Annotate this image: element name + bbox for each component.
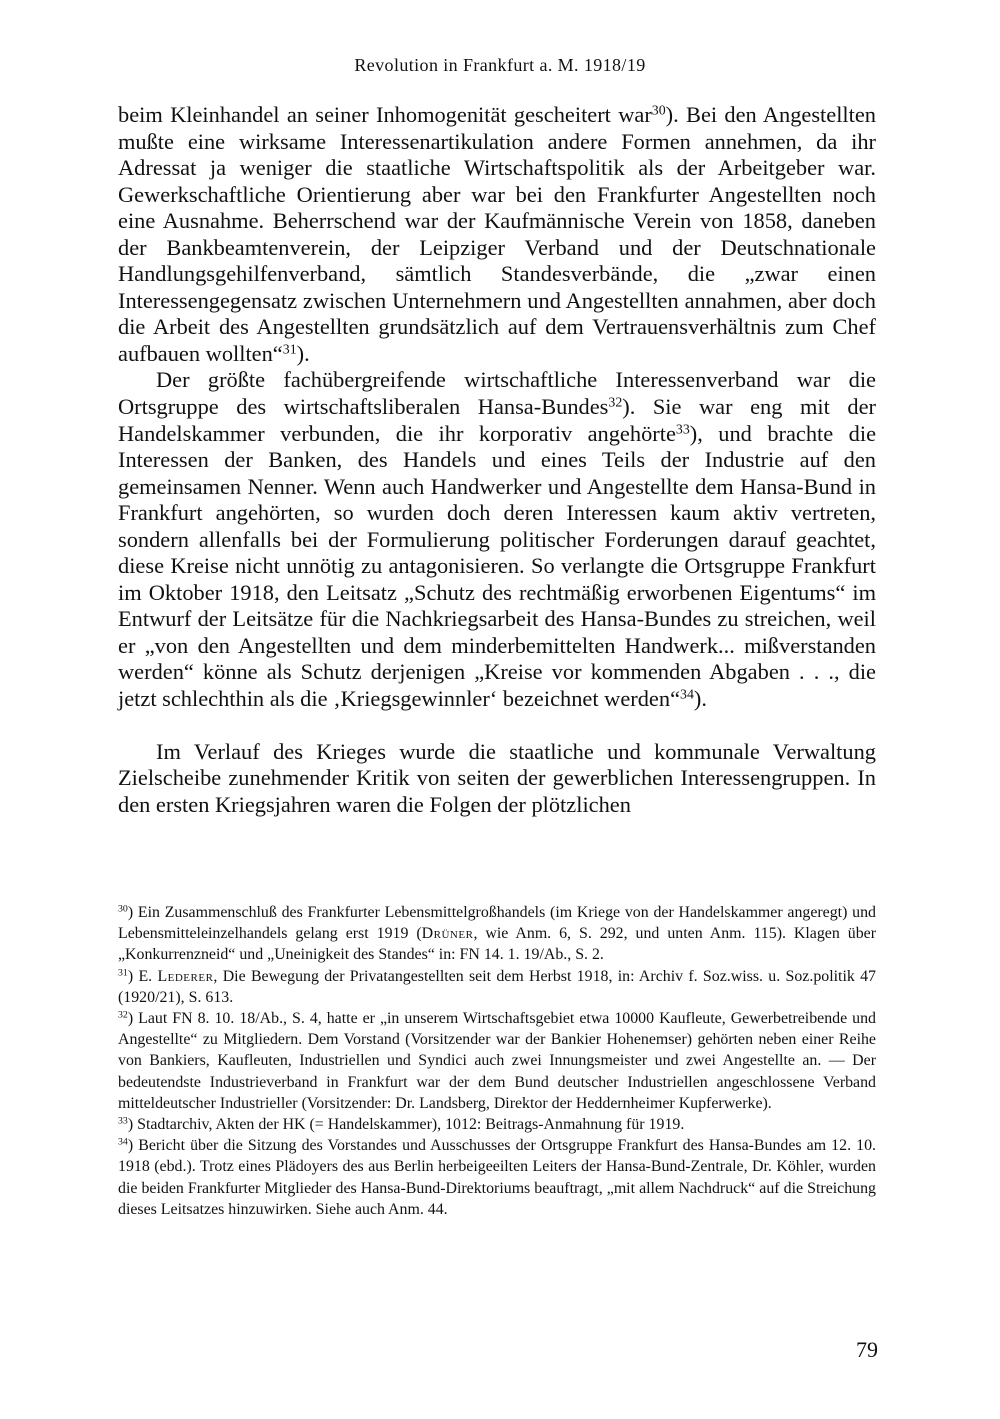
author-name: Drüner bbox=[421, 925, 474, 943]
running-head: Revolution in Frankfurt a. M. 1918/19 bbox=[354, 55, 646, 75]
footnote bbox=[118, 1008, 876, 1114]
footnote bbox=[118, 1114, 876, 1135]
paragraph-text: ), und brachte die Interessen der Banken, des Handels und eines Teils der Industrie auf den gemeinsamen Nenner. Wenn auch Handwerker und Angestellte dem Hansa-Bund in Frankfurt angehörten, so wurden doch deren Interessen kaum aktiv vertreten, sondern allenfalls bei der Formulierung politischer Forderungen darauf geachtet, diese Kreise nicht unnötig zu antagonisieren. So verlangte die Ortsgruppe Frankfurt im Oktober 1918, den Leitsatz „Schutz des rechtmäßig erworbenen Eigentums“ im Entwurf der Leitsätze für die Nachkriegsarbeit des Hansa-Bundes zu streichen, weil er „von den Angestellten und dem minderbemittelten Handwerk... mißverstanden werden“ könne als Schutz derjenigen „Kreise vor kommenden Abgaben . . ., die jetzt schlechthin als die ‚Kriegsgewinnler‘ bezeichnet werden“ bbox=[118, 420, 877, 712]
footnote-number: 34 bbox=[118, 1136, 128, 1148]
footnote bbox=[118, 902, 876, 966]
paragraph-text: beim Kleinhandel an seiner Inhomogenität gescheitert war bbox=[118, 102, 652, 127]
footnotes bbox=[118, 902, 876, 1220]
paragraph-text: Im Verlauf des Krieges wurde die staatliche und kommunale Verwaltung Zielscheibe zunehmender Kritik von seiten der gewerblichen Interessengruppen. In den ersten Kriegsjahren waren die Folgen der plötzlichen bbox=[118, 738, 876, 817]
paragraph bbox=[118, 739, 876, 819]
footnote-ref: 30 bbox=[651, 103, 666, 119]
footnote-text: , wie Anm. 6, S. 292, und unten Anm. 115). Klagen über „Konkurrenzneid“ und „Uneinigkeit des Standes“ in: FN 14. 1. 19/Ab., S. 2. bbox=[118, 925, 877, 964]
footnote-ref: 33 bbox=[675, 421, 690, 437]
paragraph-text: ). bbox=[693, 686, 707, 712]
paragraph-text: Der größte fachübergreifende wirtschaftliche Interessenverband war die Ortsgruppe des wirtschaftsliberalen Hansa-Bundes bbox=[118, 367, 876, 420]
page-number: 79 bbox=[856, 1337, 878, 1362]
footnote-rule bbox=[880, 872, 886, 873]
footnote-ref: 32 bbox=[608, 395, 623, 411]
footnote-text: ) Laut FN 8. 10. 18/Ab., S. 4, hatte er „in unserem Wirtschaftsgebiet etwa 10000 Kaufleute, Gewerbetreibende und Angestellte“ zu Mitgliedern. Dem Vorstand (Vorsitzender war der Bankier Hohenemser) gehörten neben einer Reihe von Bankiers, Kaufleuten, Industriellen und Syndici auch zwei Innungsmeister und zwei Angestellte an. — Der bedeutendste Industrieverband in Frankfurt war der dem Bund deutscher Industriellen angeschlossene Verband mitteldeutscher Industrieller (Vorsitzender: Dr. Landsberg, Direktor der Heddernheimer Kupferwerke). bbox=[118, 1010, 876, 1112]
paragraph bbox=[118, 367, 876, 712]
footnote-number: 30 bbox=[118, 903, 128, 915]
main-text bbox=[118, 102, 876, 818]
footnote bbox=[118, 1135, 876, 1220]
footnote-ref: 31 bbox=[282, 342, 297, 358]
footnote-ref: 34 bbox=[680, 687, 694, 703]
author-name: Lederer bbox=[157, 967, 214, 985]
footnote-text: ) Stadtarchiv, Akten der HK (= Handelskammer), 1012: Beitrags-Anmahnung für 1919. bbox=[127, 1116, 685, 1134]
paragraph bbox=[118, 102, 876, 367]
paragraph-text: ). bbox=[296, 340, 310, 366]
footnote bbox=[118, 966, 876, 1008]
footnote-text: ) Bericht über die Sitzung des Vorstandes und Ausschusses der Ortsgruppe Frankfurt des Hansa-Bundes am 12. 10. 1918 (ebd.). Trotz eines Plädoyers des aus Berlin herbeigeeilten Leiters der Hansa-Bund-Zentrale, Dr. Köhler, wurden die beiden Frankfurter Mitglieder des Hansa-Bund-Direktoriums beauftragt, „mit allem Nachdruck“ auf die Streichung dieses Leitsatzes hinzuwirken. Siehe auch Anm. 44. bbox=[118, 1137, 876, 1218]
paragraph-text: ). Sie war eng mit der Handelskammer verbunden, die ihr korporativ angehörte bbox=[118, 394, 876, 446]
footnote-text: , Die Bewegung der Privatangestellten seit dem Herbst 1918, in: Archiv f. Soz.wiss. u. Soz.politik 47 (1920/21), S. 613. bbox=[118, 967, 877, 1006]
footnote-text: ) Ein Zusammenschluß des Frankfurter Lebensmittelgroßhandels (im Kriege von der Handelskammer angeregt) und Lebensmitteleinzelhandels gelang erst 1919 ( bbox=[118, 904, 876, 943]
footnote-text: ) E. bbox=[127, 967, 158, 985]
footnote-number: 33 bbox=[118, 1115, 128, 1127]
paragraph-text: ). Bei den Angestellten mußte eine wirksame Interessenartikulation andere Formen annehmen, da ihr Adressat ja weniger die staatliche Wirtschaftspolitik als der Arbeitgeber war. Gewerkschaftliche Orientierung aber war bei den Frankfurter Angestellten noch eine Ausnahme. Beherrschend war der Kaufmännische Verein von 1858, daneben der Bankbeamtenverein, der Leipziger Verband und der Deutschnationale Handlungsgehilfenverband, sämtlich Standesverbände, die „zwar einen Interessengegensatz zwischen Unternehmern und Angestellten annahmen, aber doch die Arbeit des Angestellten grundsätzlich auf dem Vertrauensverhältnis zum Chef aufbauen wollten“ bbox=[118, 102, 876, 366]
footnote-number: 31 bbox=[118, 967, 128, 979]
footnote-number: 32 bbox=[118, 1009, 128, 1021]
